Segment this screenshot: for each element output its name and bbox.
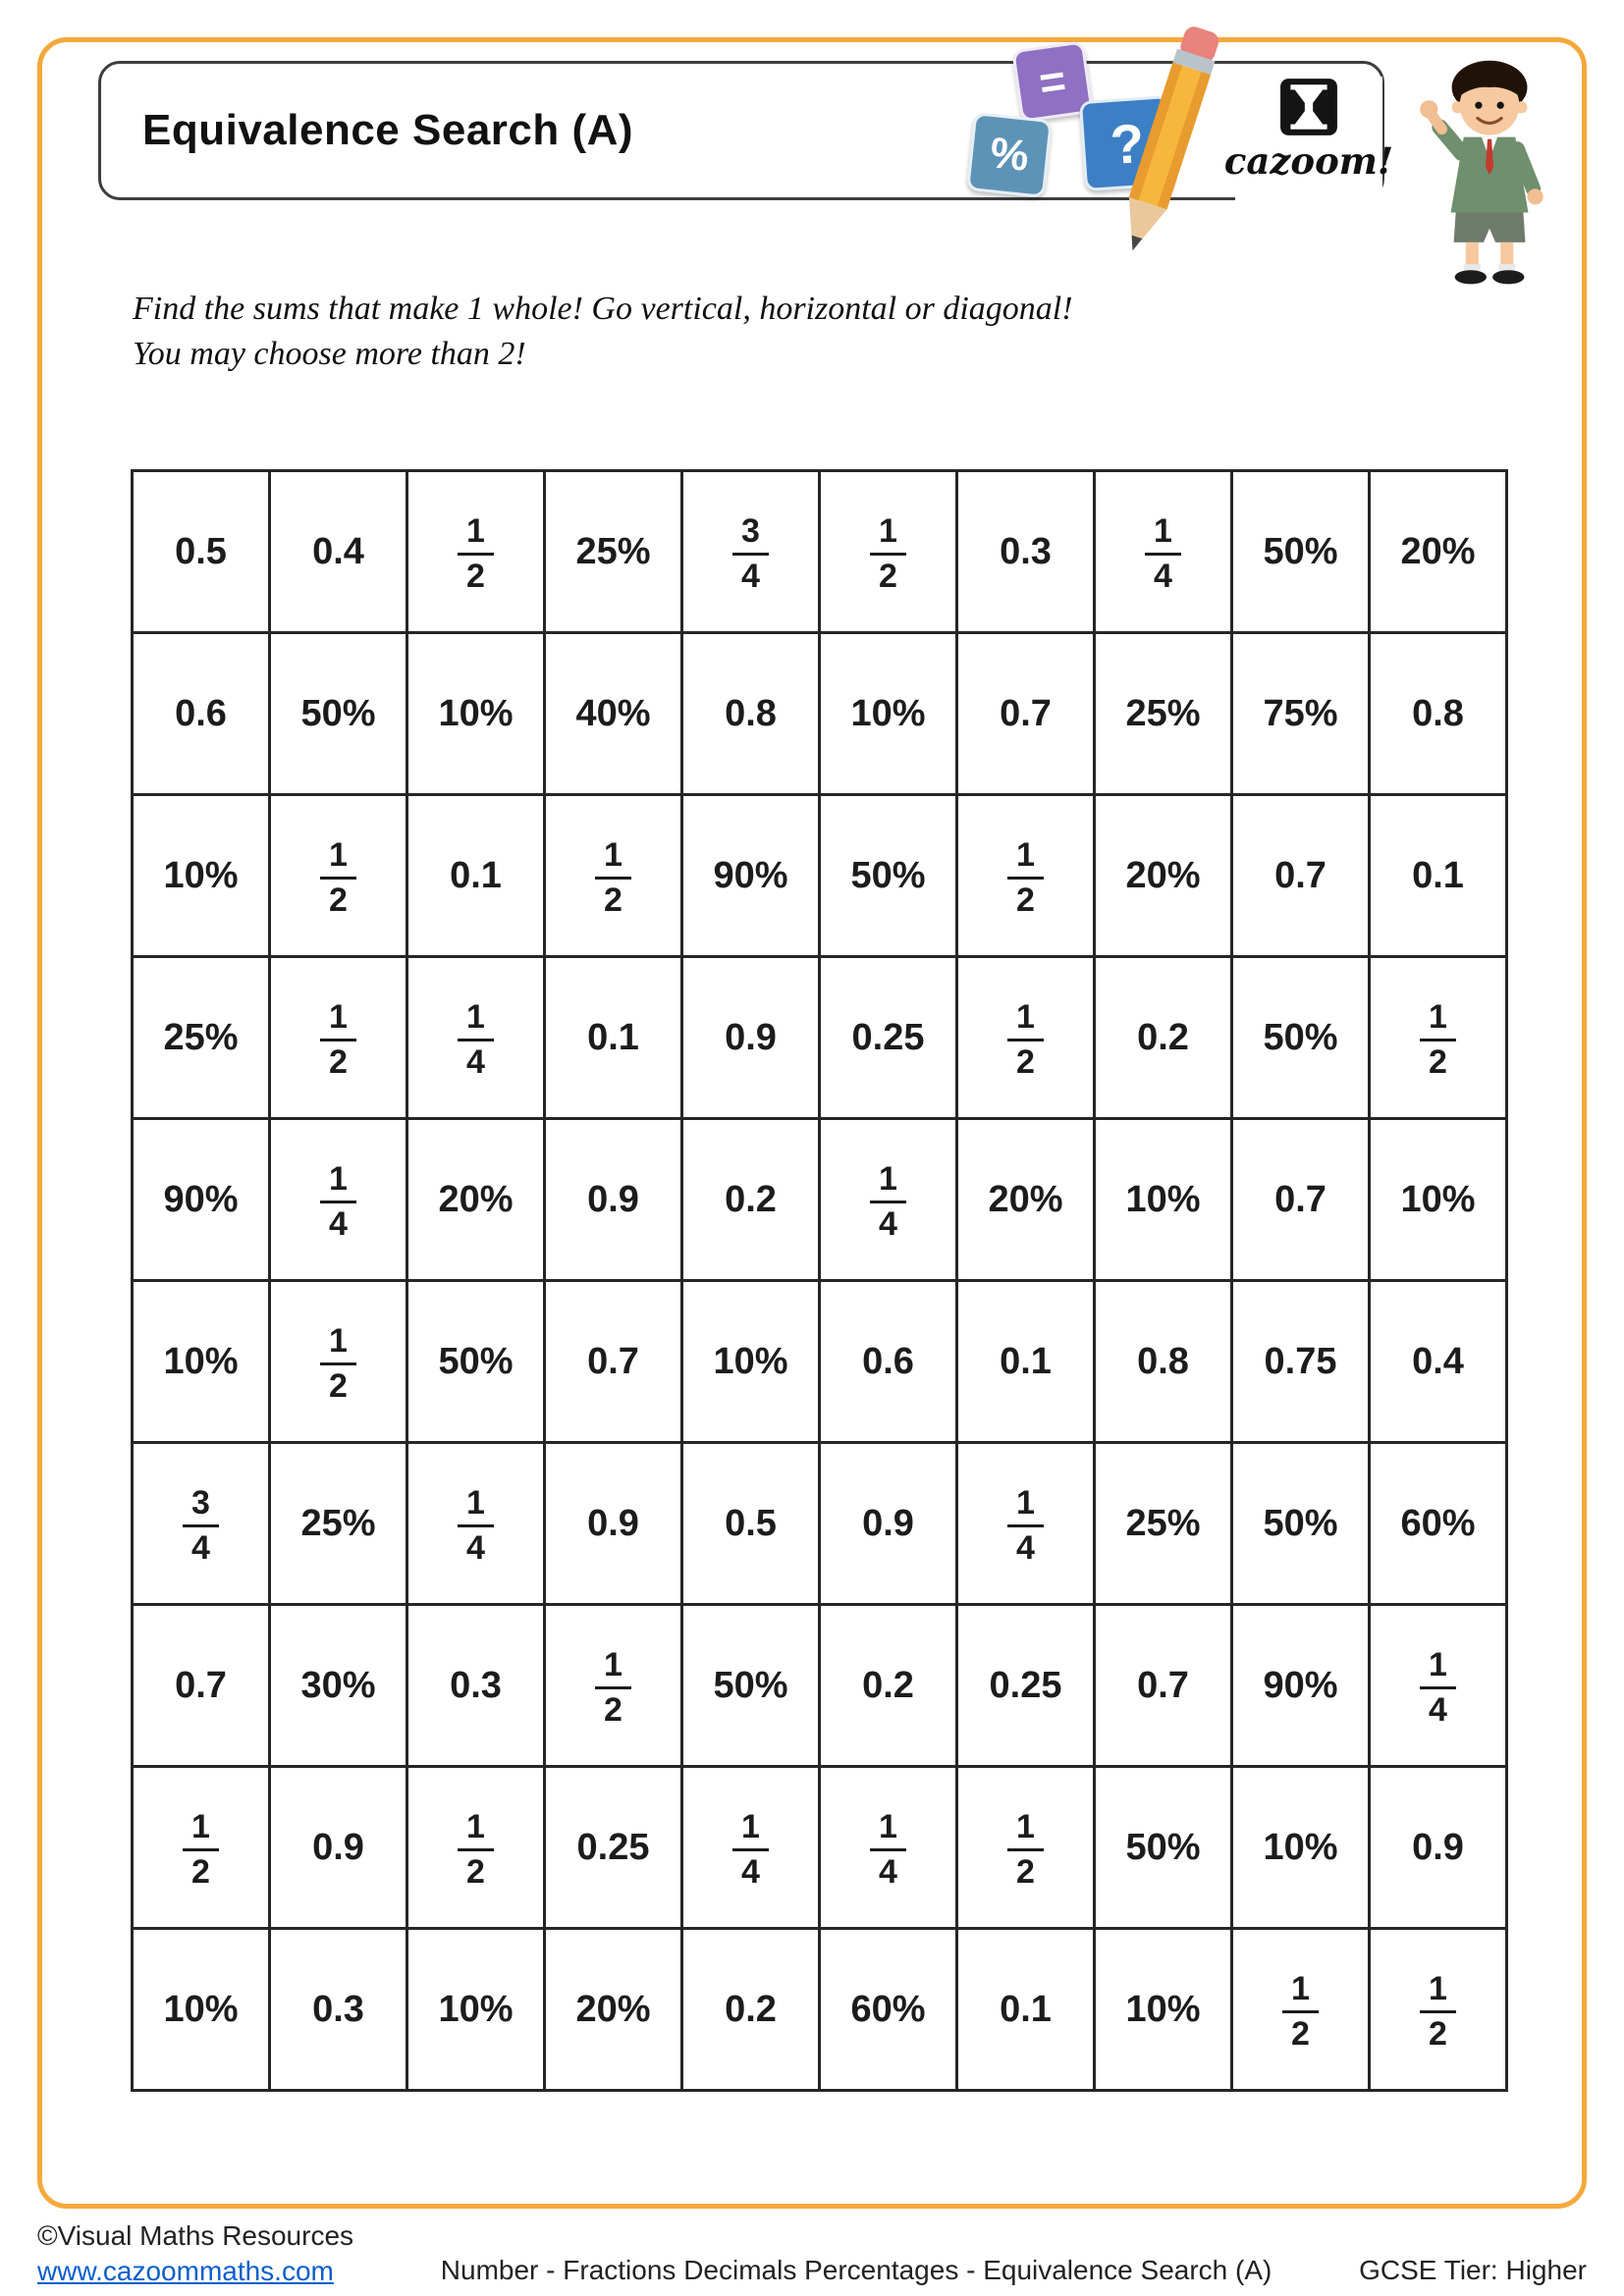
- grid-cell: 50%: [1232, 957, 1370, 1119]
- grid-cell: 50%: [270, 633, 407, 795]
- grid-row: [133, 1605, 1507, 1767]
- footer-center-text: Number - Fractions Decimals Percentages - Equivalence Search (A): [440, 2255, 1272, 2285]
- grid-row: [133, 471, 1507, 633]
- fraction-value: $\frac{1}{2}$: [1007, 837, 1044, 918]
- grid-cell: 0.1: [957, 1281, 1095, 1443]
- grid-cell: 40%: [545, 633, 682, 795]
- grid-cell: 20%: [957, 1119, 1095, 1281]
- grid-cell: 0.1: [407, 795, 545, 957]
- fraction-value: $\frac{1}{2}$: [1007, 1809, 1044, 1890]
- grid-cell: 0.75: [1232, 1281, 1370, 1443]
- grid-cell: [407, 1767, 545, 1929]
- grid-cell: 0.25: [820, 957, 957, 1119]
- grid-cell: 90%: [1232, 1605, 1370, 1767]
- grid-cell: [133, 1767, 270, 1929]
- grid-cell: [820, 1119, 957, 1281]
- fraction-value: $\frac{1}{2}$: [458, 1809, 494, 1890]
- percent-tile-icon: [966, 112, 1053, 198]
- grid-cell: [1370, 957, 1507, 1119]
- fraction-value: $\frac{1}{2}$: [320, 999, 356, 1080]
- grid-cell: 10%: [133, 1281, 270, 1443]
- grid-row: [133, 633, 1507, 795]
- equals-tile-glyph: =: [1036, 54, 1069, 109]
- grid-cell: 0.1: [957, 1929, 1095, 2091]
- grid-cell: 0.8: [1095, 1281, 1232, 1443]
- fraction-value: $\frac{1}{2}$: [870, 513, 906, 594]
- grid-cell: [682, 471, 820, 633]
- grid-cell: 0.6: [820, 1281, 957, 1443]
- grid-cell: 60%: [1370, 1443, 1507, 1605]
- grid-cell: [545, 795, 682, 957]
- grid-cell: 75%: [1232, 633, 1370, 795]
- grid-cell: 0.25: [957, 1605, 1095, 1767]
- footer-copyright: ©Visual Maths Resources: [37, 2220, 354, 2251]
- grid-cell: 30%: [270, 1605, 407, 1767]
- grid-cell: 0.8: [682, 633, 820, 795]
- grid-cell: 0.9: [1370, 1767, 1507, 1929]
- grid-cell: [682, 1767, 820, 1929]
- footer-website-link[interactable]: www.cazoommaths.com: [37, 2256, 334, 2286]
- fraction-value: $\frac{1}{2}$: [183, 1809, 219, 1890]
- grid-cell: 0.9: [820, 1443, 957, 1605]
- grid-cell: 25%: [545, 471, 682, 633]
- grid-cell: 0.3: [407, 1605, 545, 1767]
- grid-cell: 0.2: [1095, 957, 1232, 1119]
- grid-cell: 0.4: [1370, 1281, 1507, 1443]
- footer-tier-text: GCSE Tier: Higher: [1359, 2255, 1587, 2285]
- grid-cell: [820, 1767, 957, 1929]
- grid-cell: 0.7: [957, 633, 1095, 795]
- fraction-value: $\frac{3}{4}$: [183, 1485, 219, 1566]
- footer: [37, 2220, 1587, 2287]
- grid-cell: 50%: [407, 1281, 545, 1443]
- grid-cell: 25%: [1095, 1443, 1232, 1605]
- grid-cell: 25%: [1095, 633, 1232, 795]
- grid-cell: [957, 1443, 1095, 1605]
- cazoom-logo: [1223, 77, 1394, 202]
- question-tile-glyph: ?: [1108, 111, 1147, 176]
- grid-cell: 50%: [1095, 1767, 1232, 1929]
- fraction-value: $\frac{1}{2}$: [1282, 1971, 1319, 2052]
- grid-cell: 0.2: [682, 1119, 820, 1281]
- grid-cell: [957, 957, 1095, 1119]
- grid-cell: 0.7: [1232, 1119, 1370, 1281]
- grid-cell: 0.9: [270, 1767, 407, 1929]
- grid-cell: [1095, 471, 1232, 633]
- grid-cell: 60%: [820, 1929, 957, 2091]
- grid-cell: 25%: [133, 957, 270, 1119]
- grid-cell: [270, 957, 407, 1119]
- grid-cell: [270, 1281, 407, 1443]
- grid-cell: 0.5: [133, 471, 270, 633]
- grid-cell: [407, 957, 545, 1119]
- grid-cell: 20%: [407, 1119, 545, 1281]
- fraction-value: $\frac{1}{2}$: [1420, 999, 1456, 1080]
- grid-cell: 0.7: [133, 1605, 270, 1767]
- grid-cell: 0.4: [270, 471, 407, 633]
- grid-cell: 10%: [1370, 1119, 1507, 1281]
- grid-cell: 0.3: [270, 1929, 407, 2091]
- grid-row: [133, 1443, 1507, 1605]
- grid-cell: 90%: [133, 1119, 270, 1281]
- fraction-value: $\frac{1}{2}$: [595, 837, 631, 918]
- grid-cell: [407, 471, 545, 633]
- instructions: [133, 287, 1409, 377]
- grid-cell: [1232, 1929, 1370, 2091]
- grid-cell: 20%: [545, 1929, 682, 2091]
- grid-cell: 20%: [1370, 471, 1507, 633]
- grid-row: [133, 1767, 1507, 1929]
- grid-cell: 0.7: [545, 1281, 682, 1443]
- equivalence-grid: [131, 469, 1508, 2092]
- grid-row: [133, 1929, 1507, 2091]
- grid-cell: 10%: [133, 795, 270, 957]
- grid-cell: 50%: [1232, 471, 1370, 633]
- grid-cell: [407, 1443, 545, 1605]
- grid-cell: 50%: [682, 1605, 820, 1767]
- grid-row: [133, 795, 1507, 957]
- grid-cell: 0.7: [1095, 1605, 1232, 1767]
- instructions-line-2: You may choose more than 2!: [133, 335, 526, 372]
- grid-row: [133, 1281, 1507, 1443]
- grid-cell: [133, 1443, 270, 1605]
- fraction-value: $\frac{1}{2}$: [320, 1323, 356, 1404]
- grid-cell: 10%: [1095, 1119, 1232, 1281]
- grid-cell: [270, 795, 407, 957]
- footer-left: [37, 2220, 353, 2287]
- grid-cell: 0.25: [545, 1767, 682, 1929]
- grid-cell: 10%: [133, 1929, 270, 2091]
- grid-cell: 25%: [270, 1443, 407, 1605]
- grid-cell: 90%: [682, 795, 820, 957]
- cazoom-logo-icon: [1278, 77, 1339, 137]
- grid-cell: 10%: [820, 633, 957, 795]
- fraction-value: $\frac{1}{4}$: [458, 1485, 494, 1566]
- fraction-value: $\frac{1}{4}$: [870, 1809, 906, 1890]
- grid-cell: 0.9: [682, 957, 820, 1119]
- fraction-value: $\frac{1}{4}$: [1420, 1647, 1456, 1728]
- fraction-value: $\frac{1}{4}$: [1007, 1485, 1044, 1566]
- fraction-value: $\frac{1}{4}$: [732, 1809, 769, 1890]
- grid-row: [133, 1119, 1507, 1281]
- fraction-value: $\frac{1}{2}$: [1420, 1971, 1456, 2052]
- grid-cell: 0.9: [545, 1119, 682, 1281]
- grid-cell: [545, 1605, 682, 1767]
- grid-cell: 10%: [407, 633, 545, 795]
- grid-cell: 0.9: [545, 1443, 682, 1605]
- grid-cell: 0.5: [682, 1443, 820, 1605]
- page-title: Equivalence Search (A): [142, 106, 634, 154]
- grid-row: [133, 957, 1507, 1119]
- instructions-line-1: Find the sums that make 1 whole! Go vertical, horizontal or diagonal!: [133, 291, 1073, 327]
- fraction-value: $\frac{1}{2}$: [458, 513, 494, 594]
- fraction-value: $\frac{1}{4}$: [1145, 513, 1181, 594]
- grid-cell: 0.2: [682, 1929, 820, 2091]
- fraction-value: $\frac{1}{4}$: [320, 1161, 356, 1242]
- grid-cell: 0.6: [133, 633, 270, 795]
- grid-cell: 10%: [1095, 1929, 1232, 2091]
- fraction-value: $\frac{3}{4}$: [732, 513, 769, 594]
- fraction-value: $\frac{1}{2}$: [595, 1647, 631, 1728]
- fraction-value: $\frac{1}{4}$: [870, 1161, 906, 1242]
- fraction-value: $\frac{1}{2}$: [320, 837, 356, 918]
- grid-cell: 10%: [682, 1281, 820, 1443]
- grid-cell: [1370, 1929, 1507, 2091]
- grid-cell: 0.2: [820, 1605, 957, 1767]
- fraction-value: $\frac{1}{2}$: [1007, 999, 1044, 1080]
- grid-cell: [820, 471, 957, 633]
- grid-cell: [957, 795, 1095, 957]
- percent-tile-glyph: %: [988, 129, 1032, 181]
- grid-cell: 0.1: [545, 957, 682, 1119]
- grid-cell: 0.3: [957, 471, 1095, 633]
- grid-cell: [957, 1767, 1095, 1929]
- grid-cell: 0.8: [1370, 633, 1507, 795]
- grid-cell: 20%: [1095, 795, 1232, 957]
- grid-cell: [1370, 1605, 1507, 1767]
- grid-cell: 50%: [1232, 1443, 1370, 1605]
- grid-cell: [270, 1119, 407, 1281]
- schoolboy-illustration: [1402, 47, 1571, 287]
- grid-cell: 0.1: [1370, 795, 1507, 957]
- fraction-value: $\frac{1}{4}$: [458, 999, 494, 1080]
- cazoom-logo-text: cazoom!: [1223, 139, 1394, 183]
- grid-cell: 0.7: [1232, 795, 1370, 957]
- grid-cell: 10%: [1232, 1767, 1370, 1929]
- grid-cell: 50%: [820, 795, 957, 957]
- grid-cell: 10%: [407, 1929, 545, 2091]
